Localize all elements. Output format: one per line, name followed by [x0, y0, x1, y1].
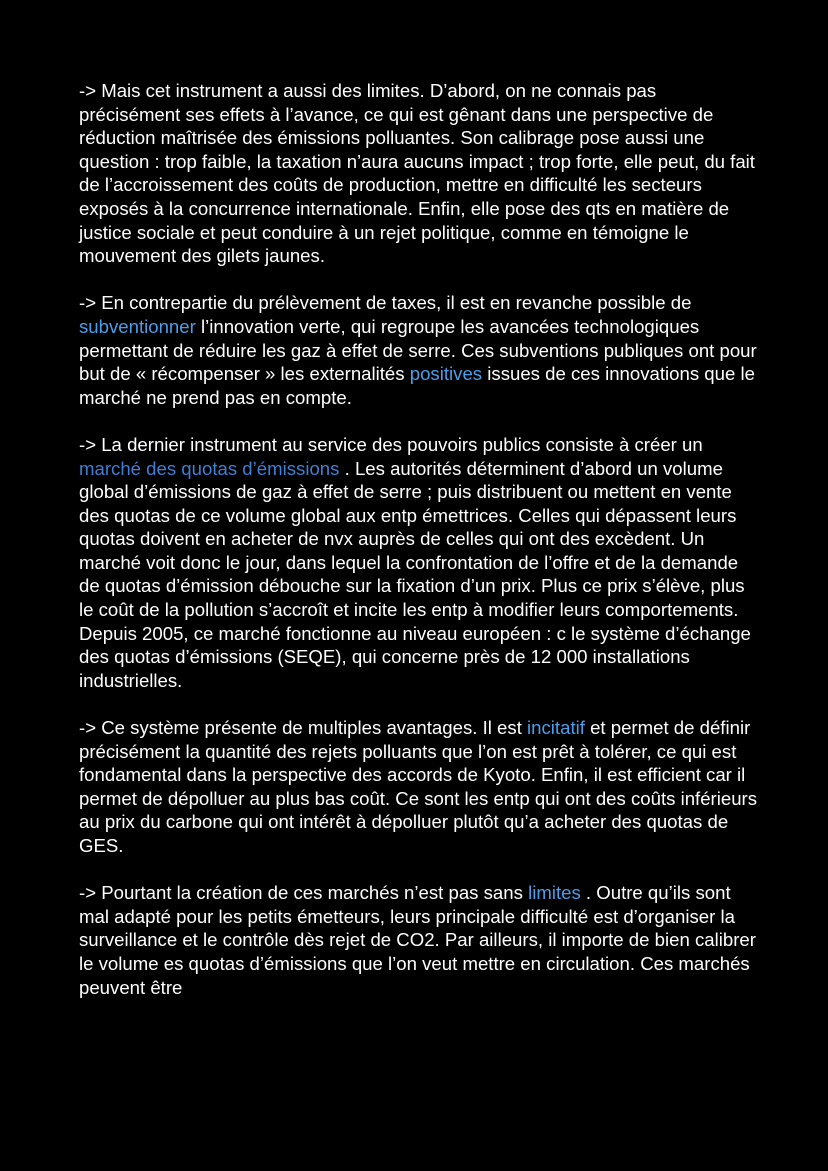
paragraph-text: issues de ces innovations que le marché ne prend pas en compte. — [79, 363, 755, 408]
paragraph-text: et permet de définir précisément la quantité des rejets polluants que l’on est prêt à tolérer, ce qui est fondamental dans la perspective des accords de Kyoto. Enfin, il est efficient car il permet de dépolluer au plus bas coût. Ce sont les entp qui ont des coûts inférieurs au prix du carbone qui ont intérêt à dépolluer plutôt qu’a acheter des quotas de GES. — [79, 717, 758, 856]
paragraph-text: -> En contrepartie du prélèvement de taxes, il est en revanche possible de — [79, 292, 692, 314]
document-page — [79, 79, 759, 1023]
paragraph-tax-limits — [79, 79, 759, 268]
highlight-subventionner: subventionner — [79, 315, 196, 337]
highlight-limites: limites — [528, 882, 581, 904]
paragraph-emission-quotas-market — [79, 433, 759, 693]
paragraph-green-subsidies — [79, 291, 759, 409]
highlight-incitatif: incitatif — [527, 717, 585, 739]
paragraph-market-limits — [79, 881, 759, 999]
paragraph-text: -> Mais cet instrument a aussi des limites. D’abord, on ne connais pas précisément ses effets à l’avance, ce qui est gênant dans une perspective de réduction maîtrisée des émissions polluantes. Son calibrage pose aussi une question : trop faible, la taxation n’aura aucuns impact ; trop forte, elle peut, du fait de l’accroissement des coûts de production, mettre en difficulté les secteurs exposés à la concurrence internationale. Enfin, elle pose des qts en matière de justice sociale et peut conduire à un rejet politique, comme en témoigne le mouvement des gilets jaunes. — [79, 80, 755, 267]
paragraph-text: . Les autorités déterminent d’abord un volume global d’émissions de gaz à effet de serre ; puis distribuent ou mettent en vente des quotas de ce volume global aux entp émettrices. Celles qui dépassent leurs quotas doivent en acheter de nvx auprès de celles qui ont des excèdent. Un marché voit donc le jour, dans lequel la confrontation de l’offre et de la demande de quotas d’émission débouche sur la fixation d’un prix. Plus ce prix s’élève, plus le coût de la pollution s’accroît et incite les entp à modifier leurs comportements. Depuis 2005, ce marché fonctionne au niveau européen : c le système d’échange des quotas d’émissions (SEQE), qui concerne près de 12 000 installations industrielles. — [79, 457, 751, 691]
highlight-positives: positives — [409, 363, 483, 385]
paragraph-text: l’innovation verte, qui regroupe les avancées technologiques permettant de réduire les gaz à effet de serre. Ces subventions publiques ont pour but de « récompenser » les externalités — [79, 315, 757, 385]
highlight-marche-quotas: marché des quotas d’émissions — [79, 457, 340, 479]
paragraph-text: -> La dernier instrument au service des pouvoirs publics consiste à créer un — [79, 433, 703, 455]
paragraph-text: -> Ce système présente de multiples avantages. Il est — [79, 717, 528, 739]
paragraph-text: -> Pourtant la création de ces marchés n’est pas sans — [79, 882, 529, 904]
paragraph-system-advantages — [79, 716, 759, 858]
paragraph-text: . Outre qu’ils sont mal adapté pour les petits émetteurs, leurs principale difficulté est d’organiser la surveillance et le contrôle dès rejet de CO2. Par ailleurs, il importe de bien calibrer le volume es quotas d’émissions que l’on veut mettre en circulation. Ces marchés peuvent être — [79, 882, 756, 998]
